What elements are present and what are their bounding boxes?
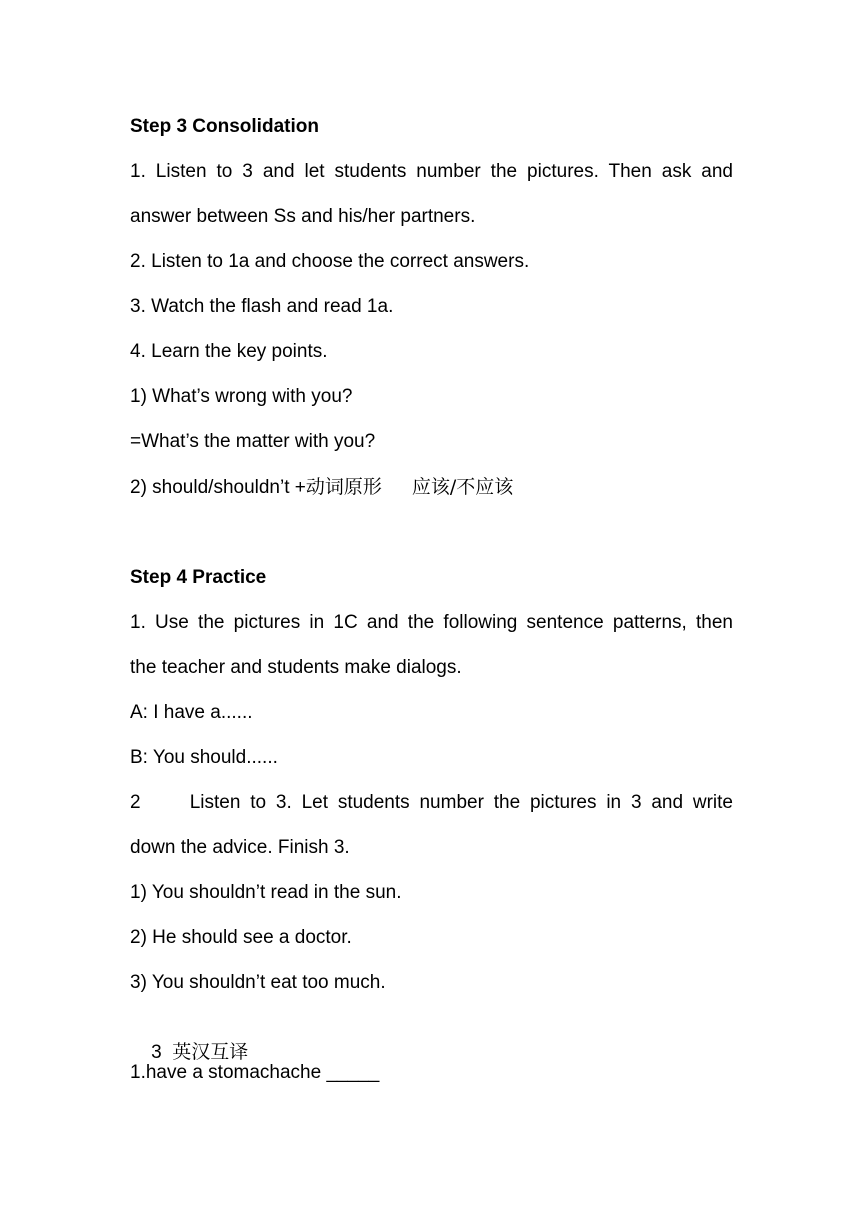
step3-heading: Step 3 Consolidation bbox=[130, 116, 319, 137]
key-point-2-chinese-1: 动词原形 bbox=[305, 476, 382, 498]
key-point-1: 1) What’s wrong with you? bbox=[130, 386, 353, 407]
step4-item2-line1: 2 Listen to 3. Let students number the pictures in 3 and write bbox=[130, 792, 733, 813]
key-point-2-english: 2) should/shouldn’t + bbox=[130, 477, 306, 498]
step4-item1-line1: 1. Use the pictures in 1C and the following sentence patterns, then bbox=[130, 612, 733, 633]
key-point-2 bbox=[130, 475, 733, 500]
step3-item3: 3. Watch the flash and read 1a. bbox=[130, 296, 394, 317]
step3-item4: 4. Learn the key points. bbox=[130, 341, 328, 362]
dialog-a: A: I have a...... bbox=[130, 702, 253, 723]
step3-item1-line2: answer between Ss and his/her partners. bbox=[130, 206, 476, 227]
step4-item2-line2: down the advice. Finish 3. bbox=[130, 837, 350, 858]
key-point-1-equivalent: =What’s the matter with you? bbox=[130, 431, 376, 452]
step4-heading: Step 4 Practice bbox=[130, 567, 267, 588]
key-point-2-chinese-2: 应该/不应该 bbox=[411, 476, 514, 498]
step4-item3-chinese: 英汉互译 bbox=[172, 1041, 249, 1063]
step3-item2: 2. Listen to 1a and choose the correct answers. bbox=[130, 251, 530, 272]
advice-3: 3) You shouldn’t eat too much. bbox=[130, 972, 386, 993]
advice-2: 2) He should see a doctor. bbox=[130, 927, 352, 948]
translate-item-1: 1.have a stomachache _____ bbox=[130, 1062, 380, 1083]
advice-1: 1) You shouldn’t read in the sun. bbox=[130, 882, 402, 903]
dialog-b: B: You should...... bbox=[130, 747, 278, 768]
step4-item1-line2: the teacher and students make dialogs. bbox=[130, 657, 462, 678]
step3-item1-line1: 1. Listen to 3 and let students number the pictures. Then ask and bbox=[130, 161, 733, 182]
step4-item3-number: 3 bbox=[151, 1042, 173, 1063]
